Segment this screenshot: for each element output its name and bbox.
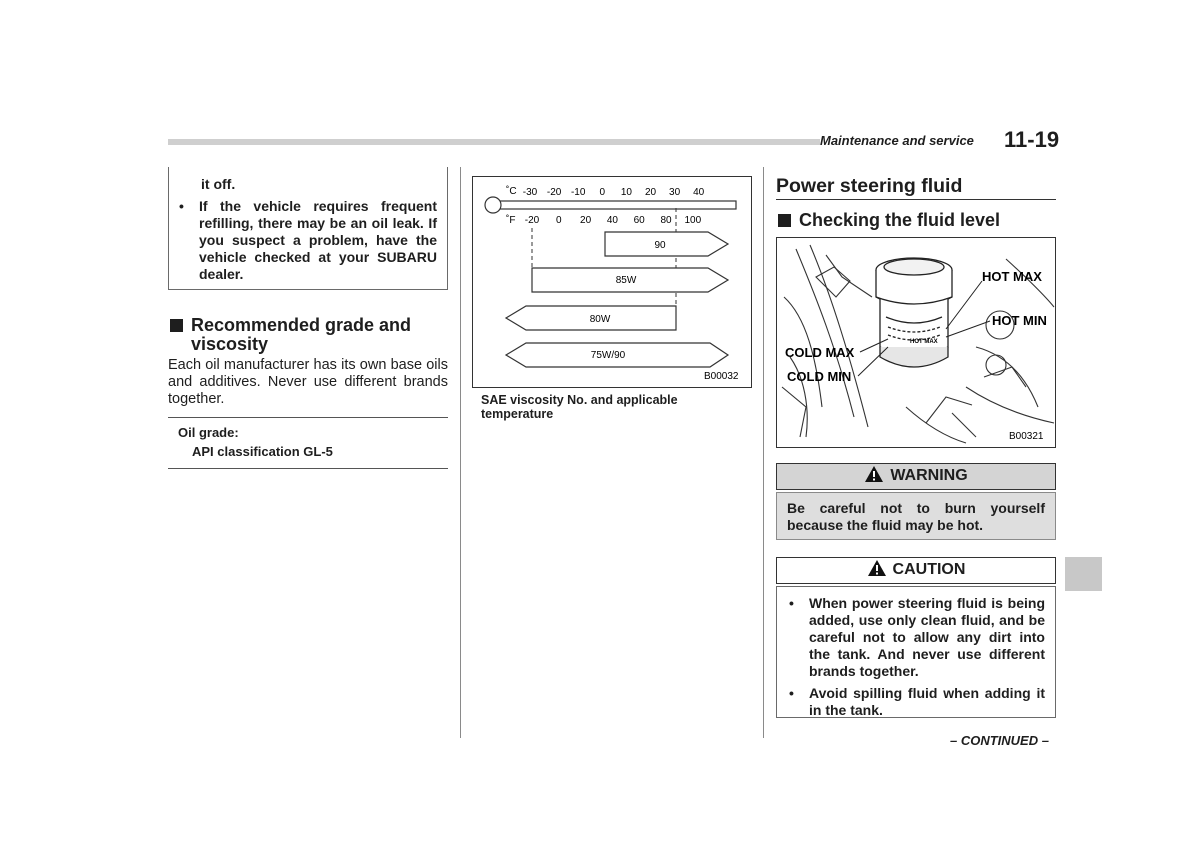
celsius-unit: ˚C (506, 186, 517, 197)
band-label-90: 90 (654, 240, 666, 251)
caution-title: CAUTION (892, 561, 966, 578)
power-steering-title: Power steering fluid (776, 175, 963, 197)
fahrenheit-tick-label: 40 (606, 215, 618, 226)
section-title-line1: Recommended grade and (191, 315, 412, 335)
fahrenheit-tick-label: 100 (684, 215, 702, 226)
body-paragraph: Each oil manufacturer has its own base oils and additives. Never use different brands together. (168, 357, 448, 407)
reservoir-figure (776, 237, 1056, 448)
checking-level-title: Checking the fluid level (799, 210, 1001, 230)
oil-grade-spec-box (168, 417, 448, 469)
note-lead-text: it off. (201, 176, 236, 192)
figure-code: B00032 (704, 371, 739, 382)
section-square-icon (778, 214, 791, 227)
fahrenheit-tick-label: -20 (524, 215, 540, 226)
caution-body (776, 586, 1056, 718)
celsius-tick-label: -10 (570, 187, 586, 198)
band-label-80w: 80W (589, 314, 611, 325)
section-title-recommended-grade (170, 316, 411, 354)
label-hot-min: HOT MIN (992, 313, 1047, 328)
figure-code: B00321 (1009, 431, 1044, 442)
celsius-tick-label: 30 (669, 187, 681, 198)
viscosity-chart-figure (472, 176, 752, 388)
fahrenheit-unit: ˚F (506, 215, 516, 226)
label-cold-max: COLD MAX (785, 345, 855, 360)
viscosity-band-90 (605, 232, 728, 256)
celsius-tick-label: 40 (693, 187, 705, 198)
warning-triangle-icon (864, 465, 884, 483)
warning-header (776, 463, 1056, 490)
fluid-reservoir (876, 258, 952, 367)
figure-caption: SAE viscosity No. and applicable temperature (481, 393, 678, 421)
fahrenheit-tick-label: 0 (556, 215, 562, 226)
band-label-75w90: 75W/90 (590, 350, 626, 361)
celsius-tick-label: -20 (546, 187, 562, 198)
note-bullet: • If the vehicle requires frequent refilling, there may be an oil leak. If you suspect a problem, have the vehicle checked at your SUBARU dealer. (199, 198, 437, 283)
caution-header (776, 557, 1056, 584)
section-title-checking-level (778, 211, 1000, 230)
celsius-tick-label: 0 (599, 187, 606, 198)
page-number: 11-19 (1004, 127, 1060, 152)
caution-item: • When power steering fluid is being added, use only clean fluid, and be careful not to allow any dirt into the tank. And never use different brands together. (809, 595, 1045, 680)
band-label-85w: 85W (615, 275, 637, 286)
reservoir-illustration (776, 237, 1056, 448)
header-rule (168, 139, 820, 145)
fahrenheit-tick-label: 80 (660, 215, 672, 226)
running-header-section: Maintenance and service (820, 133, 974, 148)
spec-value: API classification GL-5 (192, 444, 333, 459)
label-cold-min: COLD MIN (787, 369, 852, 384)
fahrenheit-tick-label: 20 (580, 215, 592, 226)
celsius-tick-label: -30 (522, 187, 538, 198)
column-divider-2 (763, 167, 764, 738)
warning-title: WARNING (890, 467, 968, 484)
spec-label: Oil grade: (178, 425, 239, 440)
column-divider-1 (460, 167, 461, 738)
continued-footer: – CONTINUED – (950, 733, 1049, 748)
chapter-tab (1065, 557, 1102, 591)
viscosity-chart-svg (472, 176, 752, 388)
celsius-tick-label: 10 (620, 187, 632, 198)
celsius-tick-label: 20 (644, 187, 657, 198)
label-hot-max: HOT MAX (982, 269, 1042, 284)
note-box (168, 167, 448, 290)
reservoir-imprint: HOT MAX (910, 339, 938, 345)
fahrenheit-tick-label: 60 (633, 215, 645, 226)
thermometer-bulb (485, 197, 501, 213)
title-rule (776, 199, 1056, 200)
section-title-line2: viscosity (191, 334, 269, 354)
caution-triangle-icon (867, 559, 887, 577)
caution-item: • Avoid spilling fluid when adding it in the tank. (809, 685, 1045, 719)
section-square-icon (170, 319, 183, 332)
warning-body: Be careful not to burn yourself because the fluid may be hot. (776, 492, 1056, 540)
